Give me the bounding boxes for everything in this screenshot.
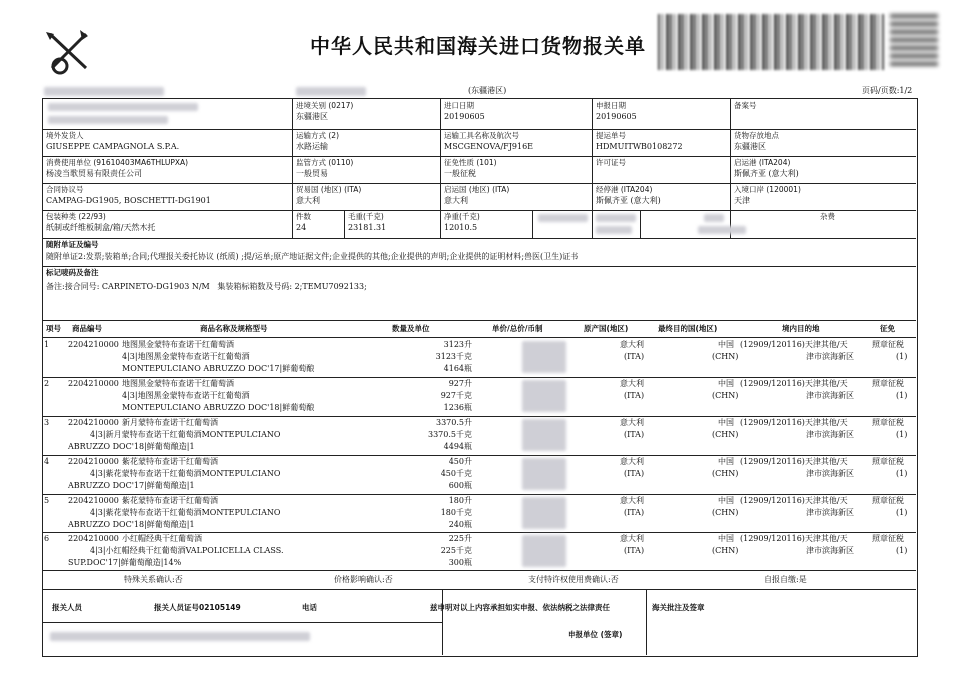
redacted-block <box>596 214 636 222</box>
self-report-confirm: 自报自缴:是 <box>764 575 807 584</box>
attached-docs-value: 随附单证2:发票;装箱单;合同;代理报关委托协议 (纸质) ;提/运单;原产地证据文件;企业提供的其他;企业提供的声明;企业提供的证明材料;兽医(卫生)证书 <box>46 252 579 261</box>
row-no: 1 <box>44 340 50 349</box>
row-origin-1: 意大利 <box>620 496 644 505</box>
row-qty-2: 3370.5千克 <box>428 430 472 439</box>
document-title: 中华人民共和国海关进口货物报关单 <box>310 34 646 58</box>
transit-port-value: 斯佩齐亚 (意大利) <box>596 196 661 205</box>
transport-mode-value: 水路运输 <box>296 142 328 151</box>
row-code: 2204210000 <box>68 418 119 427</box>
foreign-shipper-value: GIUSEPPE CAMPAGNOLA S.P.A. <box>46 142 180 151</box>
declarer-id: 报关人员证号02105149 <box>154 603 241 612</box>
trade-country-value: 意大利 <box>296 196 320 205</box>
row-dest-1: 中国 <box>718 379 734 388</box>
row-levy-1: 照章征税 <box>872 379 904 388</box>
marks-label: 标记唛码及备注 <box>46 268 99 277</box>
row-qty-2: 3123千克 <box>435 352 472 361</box>
row-domestic-2: 津市滨海新区 <box>806 469 854 478</box>
row-code: 2204210000 <box>68 379 119 388</box>
row-domestic-2: 津市滨海新区 <box>806 352 854 361</box>
bill-of-lading-value: HDMUITWB0108272 <box>596 142 683 151</box>
departure-port-label: 启运港 (ITA204) <box>734 158 791 167</box>
row-name-2: 4|3|地图黑金蒙特布查诺干红葡萄酒 <box>122 352 250 361</box>
redacted-block <box>522 419 566 451</box>
declare-date-value: 20190605 <box>596 112 637 121</box>
row-no: 5 <box>44 496 50 505</box>
levy-nature-label: 征免性质 (101) <box>444 158 497 167</box>
origin-country-label: 启运国 (地区) (ITA) <box>444 185 510 194</box>
redacted-block <box>522 380 566 412</box>
row-code: 2204210000 <box>68 340 119 349</box>
row-name-2: 4|3|新月蒙特布查诺干红葡萄酒MONTEPULCIANO <box>90 430 281 439</box>
trade-country-label: 贸易国 (地区) (ITA) <box>296 185 362 194</box>
row-dest-1: 中国 <box>718 534 734 543</box>
col-quantity: 数量及单位 <box>392 324 430 333</box>
bill-of-lading-label: 提运单号 <box>596 131 626 140</box>
row-origin-2: (ITA) <box>624 430 645 439</box>
redacted-block <box>522 341 566 373</box>
row-origin-2: (ITA) <box>624 391 645 400</box>
special-relation-confirm: 特殊关系确认:否 <box>124 575 183 584</box>
net-weight-value: 12010.5 <box>444 223 478 232</box>
redacted-block <box>698 226 746 234</box>
row-dest-1: 中国 <box>718 496 734 505</box>
row-qty-3: 600瓶 <box>448 481 472 490</box>
row-qty-1: 927升 <box>448 379 472 388</box>
row-qty-2: 225千克 <box>440 546 472 555</box>
page-info: 页码/页数:1/2 <box>862 86 913 95</box>
redacted-block <box>596 226 632 234</box>
row-dest-2: (CHN) <box>712 508 739 517</box>
redacted-block <box>48 116 168 124</box>
row-qty-1: 225升 <box>448 534 472 543</box>
redacted-block <box>522 535 566 567</box>
row-dest-2: (CHN) <box>712 469 739 478</box>
declarer-label: 报关人员 <box>52 603 82 612</box>
row-qty-1: 450升 <box>448 457 472 466</box>
row-domestic-2: 津市滨海新区 <box>806 508 854 517</box>
license-no-label: 许可证号 <box>596 158 626 167</box>
row-origin-2: (ITA) <box>624 508 645 517</box>
col-goods-name: 商品名称及规格型号 <box>200 324 268 333</box>
row-code: 2204210000 <box>68 496 119 505</box>
consignee-value: 杨凌当歌贸易有限责任公司 <box>46 169 142 178</box>
row-name-2: 4|3|紫花蒙特布查诺干红葡萄酒MONTEPULCIANO <box>90 469 281 478</box>
record-no-label: 备案号 <box>734 101 757 110</box>
row-origin-1: 意大利 <box>620 534 644 543</box>
row-domestic-1: (12909/120116)天津其他/天 <box>740 418 848 427</box>
foreign-shipper-label: 境外发货人 <box>46 131 84 140</box>
row-levy-2: (1) <box>896 430 908 439</box>
row-name-1: 地图黑金蒙特布查诺干红葡萄酒 <box>122 340 234 349</box>
barcode <box>658 14 884 70</box>
row-no: 6 <box>44 534 50 543</box>
package-type-value: 纸制或纤维板制盒/箱/天然木托 <box>46 223 156 232</box>
vessel-label: 运输工具名称及航次号 <box>444 131 519 140</box>
pieces-label: 件数 <box>296 212 311 221</box>
row-origin-2: (ITA) <box>624 469 645 478</box>
row-dest-2: (CHN) <box>712 430 739 439</box>
col-price: 单价/总价/币制 <box>492 324 543 333</box>
net-weight-label: 净重(千克) <box>444 212 480 221</box>
redacted-block <box>48 103 198 111</box>
row-domestic-2: 津市滨海新区 <box>806 391 854 400</box>
row-origin-1: 意大利 <box>620 418 644 427</box>
consignee-label: 消费使用单位 (91610403MA6THLUPXA) <box>46 158 189 167</box>
row-origin-1: 意大利 <box>620 340 644 349</box>
price-impact-confirm: 价格影响确认:否 <box>334 575 393 584</box>
row-levy-1: 照章征税 <box>872 496 904 505</box>
row-origin-1: 意大利 <box>620 379 644 388</box>
row-no: 2 <box>44 379 50 388</box>
row-levy-2: (1) <box>896 508 908 517</box>
row-name-1: 紫花蒙特布查诺干红葡萄酒 <box>122 496 218 505</box>
row-name-3: SUP.DOC'17|鲜葡萄酿造|14% <box>68 558 182 567</box>
row-domestic-1: (12909/120116)天津其他/天 <box>740 379 848 388</box>
row-no: 4 <box>44 457 50 466</box>
vessel-value: MSCGENOVA/FJ916E <box>444 142 534 151</box>
row-domestic-2: 津市滨海新区 <box>806 430 854 439</box>
import-date-value: 20190605 <box>444 112 485 121</box>
entry-port-value: 东疆港区 <box>296 112 328 121</box>
entry-port-code-value: 天津 <box>734 196 750 205</box>
row-domestic-1: (12909/120116)天津其他/天 <box>740 457 848 466</box>
contract-value: CAMPAG-DG1905, BOSCHETTI-DG1901 <box>46 196 211 205</box>
redacted-block <box>50 632 310 641</box>
gross-weight-label: 毛重(千克) <box>348 212 384 221</box>
row-levy-1: 照章征税 <box>872 418 904 427</box>
row-qty-3: 4164瓶 <box>443 364 472 373</box>
port-label: (东疆港区) <box>468 86 507 95</box>
redacted-block <box>296 87 366 96</box>
row-levy-2: (1) <box>896 469 908 478</box>
redacted-block <box>44 87 164 96</box>
transport-mode-label: 运输方式 (2) <box>296 131 340 140</box>
redacted-block <box>538 214 588 222</box>
row-dest-1: 中国 <box>718 340 734 349</box>
redacted-block <box>522 497 566 529</box>
phone-label: 电话 <box>302 603 317 612</box>
row-name-3: ABRUZZO DOC'18|鲜葡萄酿造|1 <box>68 442 195 451</box>
row-levy-1: 照章征税 <box>872 457 904 466</box>
row-domestic-1: (12909/120116)天津其他/天 <box>740 534 848 543</box>
package-type-label: 包装种类 (22/93) <box>46 212 106 221</box>
row-dest-1: 中国 <box>718 457 734 466</box>
row-levy-2: (1) <box>896 546 908 555</box>
row-name-2: 4|3|紫花蒙特布查诺干红葡萄酒MONTEPULCIANO <box>90 508 281 517</box>
row-dest-1: 中国 <box>718 418 734 427</box>
storage-place-value: 东疆港区 <box>734 142 766 151</box>
supervision-label: 监管方式 (0110) <box>296 158 354 167</box>
misc-fee-label: 杂费 <box>820 212 835 221</box>
row-dest-2: (CHN) <box>712 546 739 555</box>
entry-port-code-label: 入境口岸 (120001) <box>734 185 801 194</box>
row-qty-2: 927千克 <box>440 391 472 400</box>
row-domestic-2: 津市滨海新区 <box>806 546 854 555</box>
row-code: 2204210000 <box>68 534 119 543</box>
col-item-no: 项号 <box>46 324 61 333</box>
row-domestic-1: (12909/120116)天津其他/天 <box>740 340 848 349</box>
col-domestic-dest: 境内目的地 <box>782 324 820 333</box>
row-name-3: MONTEPULCIANO ABRUZZO DOC'18|鲜葡萄酿 <box>122 403 315 412</box>
row-qty-1: 180升 <box>448 496 472 505</box>
row-dest-2: (CHN) <box>712 391 739 400</box>
entry-port-label: 进境关别 (0217) <box>296 101 354 110</box>
col-levy: 征免 <box>880 324 895 333</box>
row-name-3: ABRUZZO DOC'18|鲜葡萄酿造|1 <box>68 520 195 529</box>
row-levy-1: 照章征税 <box>872 534 904 543</box>
royalty-confirm: 支付特许权使用费确认:否 <box>528 575 619 584</box>
declaration-statement: 兹申明对以上内容承担如实申报、依法纳税之法律责任 <box>430 603 610 612</box>
row-name-3: MONTEPULCIANO ABRUZZO DOC'17|鲜葡萄酿 <box>122 364 315 373</box>
pieces-value: 24 <box>296 223 307 232</box>
row-dest-2: (CHN) <box>712 352 739 361</box>
row-qty-3: 1236瓶 <box>443 403 472 412</box>
departure-port-value: 斯佩齐亚 (意大利) <box>734 169 799 178</box>
supervision-value: 一般贸易 <box>296 169 328 178</box>
customs-emblem-icon <box>40 26 96 78</box>
row-name-1: 小红帽经典干红葡萄酒 <box>122 534 202 543</box>
origin-country-value: 意大利 <box>444 196 468 205</box>
row-levy-1: 照章征税 <box>872 340 904 349</box>
row-origin-1: 意大利 <box>620 457 644 466</box>
attached-docs-label: 随附单证及编号 <box>46 240 99 249</box>
row-qty-2: 180千克 <box>440 508 472 517</box>
row-qty-3: 300瓶 <box>448 558 472 567</box>
col-origin: 原产国(地区) <box>584 324 629 333</box>
declare-unit-label: 申报单位 (签章) <box>568 630 623 639</box>
contract-label: 合同协议号 <box>46 185 84 194</box>
transit-port-label: 经停港 (ITA204) <box>596 185 653 194</box>
col-hs-code: 商品编号 <box>72 324 102 333</box>
row-name-2: 4|3|小红帽经典干红葡萄酒VALPOLICELLA CLASS. <box>90 546 284 555</box>
redacted-block <box>522 458 566 490</box>
row-qty-3: 240瓶 <box>448 520 472 529</box>
row-name-1: 地图黑金蒙特布查诺干红葡萄酒 <box>122 379 234 388</box>
row-code: 2204210000 <box>68 457 119 466</box>
row-origin-2: (ITA) <box>624 546 645 555</box>
row-qty-1: 3123升 <box>443 340 472 349</box>
row-domestic-1: (12909/120116)天津其他/天 <box>740 496 848 505</box>
levy-nature-value: 一般征税 <box>444 169 476 178</box>
redacted-block <box>704 214 724 222</box>
storage-place-label: 货物存放地点 <box>734 131 779 140</box>
row-levy-2: (1) <box>896 391 908 400</box>
row-name-2: 4|3|地图黑金蒙特布查诺干红葡萄酒 <box>122 391 250 400</box>
row-name-1: 新月蒙特布查诺干红葡萄酒 <box>122 418 218 427</box>
row-levy-2: (1) <box>896 352 908 361</box>
row-qty-3: 4494瓶 <box>443 442 472 451</box>
marks-value: 备注:接合同号: CARPINETO-DG1903 N/M 集装箱标箱数及号码: 2;TEMU7092133; <box>46 282 367 291</box>
gross-weight-value: 23181.31 <box>348 223 387 232</box>
row-name-3: ABRUZZO DOC'17|鲜葡萄酿造|1 <box>68 481 195 490</box>
col-destination: 最终目的国(地区) <box>658 324 718 333</box>
row-name-1: 紫花蒙特布查诺干红葡萄酒 <box>122 457 218 466</box>
qr-code <box>890 14 938 66</box>
row-qty-2: 450千克 <box>440 469 472 478</box>
declare-date-label: 申报日期 <box>596 101 626 110</box>
row-qty-1: 3370.5升 <box>436 418 472 427</box>
customs-note-label: 海关批注及签章 <box>652 603 705 612</box>
row-no: 3 <box>44 418 50 427</box>
row-origin-2: (ITA) <box>624 352 645 361</box>
import-date-label: 进口日期 <box>444 101 474 110</box>
